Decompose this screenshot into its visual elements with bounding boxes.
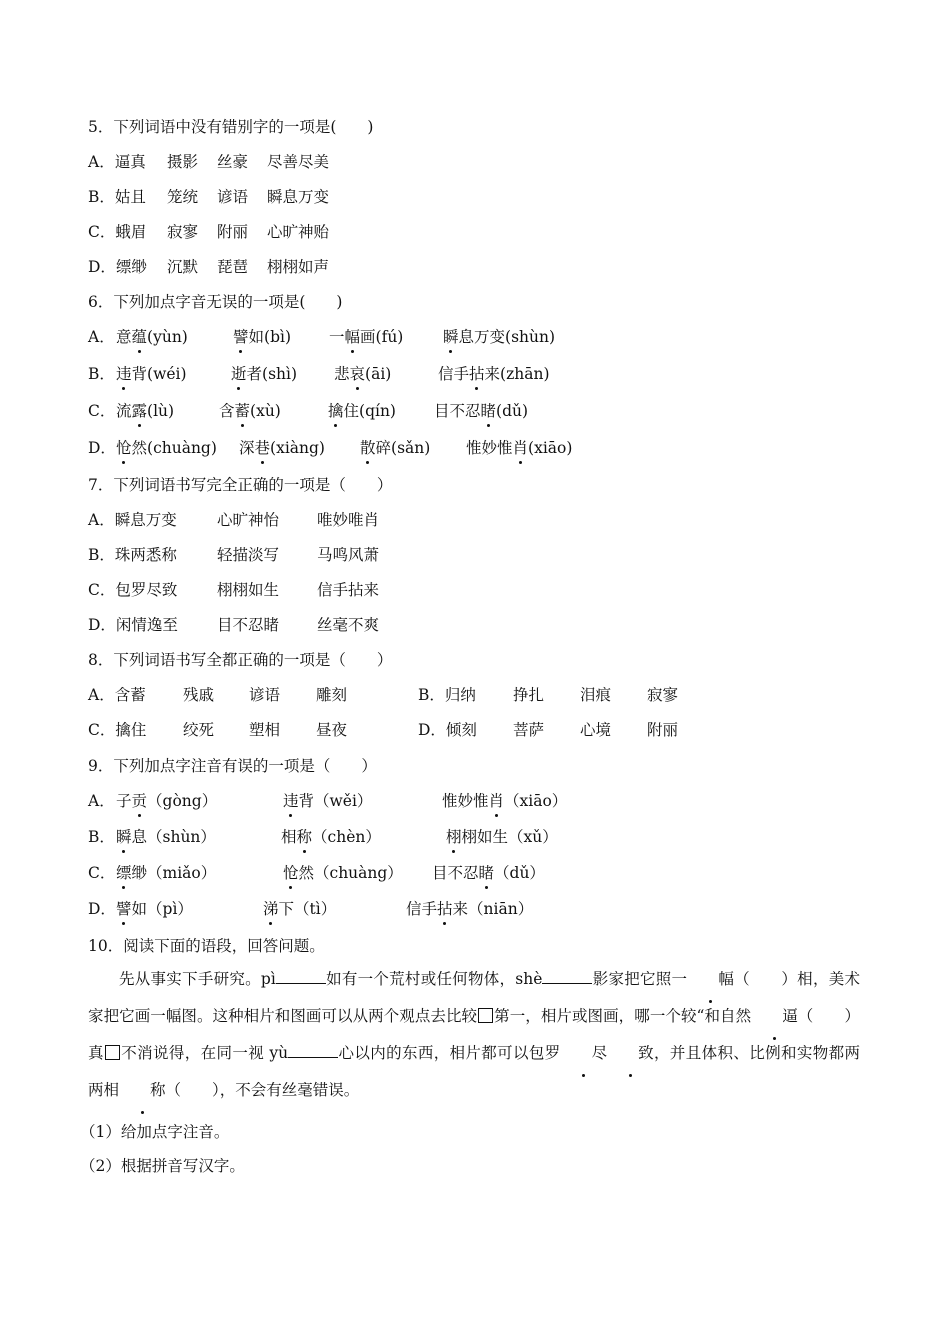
q5-stem: 5．下列词语中没有错别字的一项是( ) (88, 118, 374, 136)
q7-option-a: A．瞬息万变 心旷神怡 唯妙唯肖 (88, 511, 380, 529)
answer-blank[interactable] (288, 1043, 338, 1058)
answer-blank[interactable] (276, 969, 326, 984)
q8-options-cd: C．擒住 绞死 塑相 昼夜 D．倾刻 菩萨 心境 附丽 (88, 721, 679, 739)
q5-option-b: B．姑且 笼统 谚语 瞬息万变 (88, 188, 330, 206)
q10-sub-question-1: （1）给加点字注音。 (80, 1123, 230, 1141)
q7-option-b: B．珠两悉称 轻描淡写 马鸣风萧 (88, 546, 380, 564)
q7-option-c: C．包罗尽致 栩栩如生 信手拈来 (88, 581, 380, 599)
q5-option-d: D．缥缈 沉默 琵琶 栩栩如声 (88, 258, 330, 276)
missing-punctuation-box (478, 1008, 493, 1023)
q6-stem: 6．下列加点字音无误的一项是( ) (88, 293, 343, 311)
answer-blank[interactable] (542, 969, 592, 984)
q9-option-a: A． 子贡（gòng） 违背（wěi） 惟妙惟肖（xiāo） (88, 792, 568, 810)
q6-option-d: D． 怆然(chuàng) 深巷(xiàng) 散碎(sǎn) 惟妙惟肖(xiāo) (88, 439, 573, 457)
q10-passage: 先从事实下手研究。pì 如有一个荒村或任何物体，shè 影家把它照一 幅（ ）相，美术家把它画一幅图。这种相片和图画可以从两个观点去比较 第一，相片或图画，哪一个较“和自然 逼（ ）真 不消说得，在同一视 yù 心以内的东西，相片都可以包罗 尽 致，并且体积、比例和实物都两两相 称（ ），不会有丝毫错误。 (88, 961, 860, 1109)
q9-option-c: C． 缥缈（miǎo） 怆然（chuàng） 目不忍睹（dǔ） (88, 864, 545, 882)
q7-option-d: D．闲情逸至 目不忍睹 丝毫不爽 (88, 616, 380, 634)
q9-option-d: D． 譬如（pì） 涕下（tì） 信手拈来（niān） (88, 900, 534, 918)
q6-option-b: B． 违背(wéi) 逝者(shì) 悲哀(āi) 信手拈来(zhān) (88, 365, 550, 383)
q8-options-ab: A．含蓄 残戚 谚语 雕刻 B．归纳 挣扎 泪痕 寂寥 (88, 686, 679, 704)
q9-option-b: B． 瞬息（shùn） 相称（chèn） 栩栩如生（xǔ） (88, 828, 558, 846)
q10-sub-question-2: （2）根据拼音写汉字。 (80, 1157, 245, 1175)
q9-stem: 9．下列加点字注音有误的一项是（ ） (88, 757, 377, 775)
q10-stem: 10．阅读下面的语段，回答问题。 (88, 937, 325, 955)
missing-punctuation-box (105, 1045, 120, 1060)
q8-stem: 8．下列词语书写全都正确的一项是（ ） (88, 651, 393, 669)
q7-stem: 7．下列词语书写完全正确的一项是（ ） (88, 476, 393, 494)
q5-option-c: C．蛾眉 寂寥 附丽 心旷神贻 (88, 223, 330, 241)
q6-option-a: A． 意蕴(yùn) 譬如(bì) 一幅画(fú) 瞬息万变(shùn) (88, 328, 556, 346)
q5-option-a: A．逼真 摄影 丝豪 尽善尽美 (88, 153, 330, 171)
q6-option-c: C． 流露(lù) 含蓄(xù) 擒住(qín) 目不忍睹(dǔ) (88, 402, 529, 420)
